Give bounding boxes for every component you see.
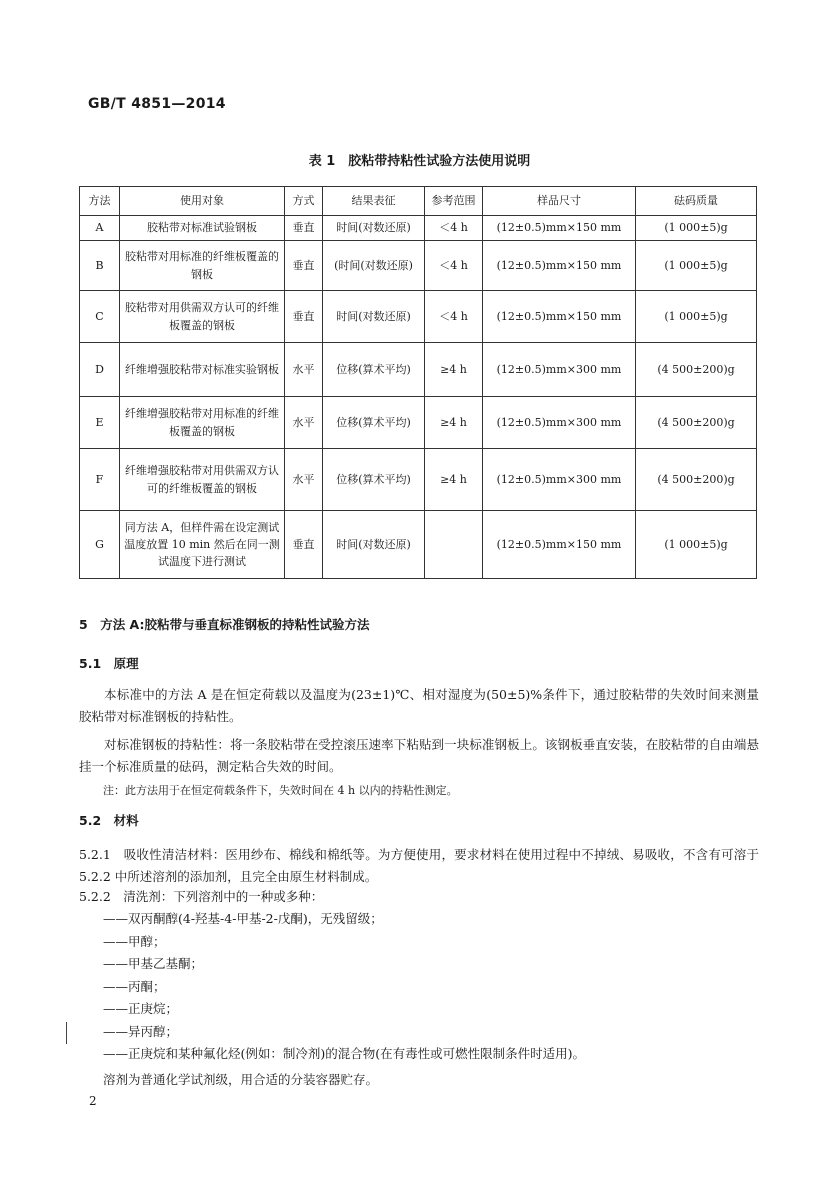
col-header-range: 参考范围 <box>425 187 483 216</box>
cell-size: (12±0.5)mm×150 mm <box>483 511 636 579</box>
list-item: ——正庚烷； <box>103 1001 179 1016</box>
solvent-list <box>103 908 585 1066</box>
cell-usage: 胶粘带对标准试验钢板 <box>120 216 285 241</box>
cell-weight: (4 500±200)g <box>636 343 757 397</box>
table-row <box>80 449 757 511</box>
margin-mark <box>66 1022 67 1044</box>
list-item: ——甲醇； <box>103 933 166 949</box>
cell-method: C <box>80 291 120 343</box>
section-5-title: 5 方法 A:胶粘带与垂直标准钢板的持粘性试验方法 <box>79 617 370 632</box>
table-row <box>80 241 757 291</box>
cell-method: D <box>80 343 120 397</box>
cell-range: ＜4 h <box>425 241 483 291</box>
table-row <box>80 291 757 343</box>
cell-method: G <box>80 511 120 579</box>
col-header-result: 结果表征 <box>323 187 425 216</box>
col-header-method: 方法 <box>80 187 120 216</box>
cell-usage: 纤维增强胶粘带对用供需双方认可的纤维板覆盖的钢板 <box>120 449 285 511</box>
list-item: ——异丙醇； <box>103 1023 179 1039</box>
table-row <box>80 511 757 579</box>
section-5-2-title: 5.2 材料 <box>79 813 139 828</box>
cell-size: (12±0.5)mm×300 mm <box>483 397 636 449</box>
cell-usage: 胶粘带对用供需双方认可的纤维板覆盖的钢板 <box>120 291 285 343</box>
cell-usage: 同方法 A，但样件需在设定测试温度放置 10 min 然后在同一测试温度下进行测试 <box>120 511 285 579</box>
clause-5-2-2: 5.2.2 清洗剂：下列溶剂中的一种或多种： <box>79 889 324 904</box>
col-header-mode: 方式 <box>285 187 323 216</box>
cell-method: F <box>80 449 120 511</box>
cell-weight: (1 000±5)g <box>636 241 757 291</box>
cell-mode: 垂直 <box>285 291 323 343</box>
cell-size: (12±0.5)mm×300 mm <box>483 449 636 511</box>
cell-result: 时间(对数还原) <box>323 291 425 343</box>
cell-result: 位移(算术平均) <box>323 343 425 397</box>
table-header-row <box>80 187 757 216</box>
cell-range: ≥4 h <box>425 343 483 397</box>
cell-size: (12±0.5)mm×150 mm <box>483 216 636 241</box>
cell-range <box>425 511 483 579</box>
cell-mode: 垂直 <box>285 511 323 579</box>
list-item: ——甲基乙基酮； <box>103 956 204 971</box>
cell-range: ＜4 h <box>425 216 483 241</box>
list-item: ——双丙酮醇(4-羟基-4-甲基-2-戊酮)，无残留级； <box>103 911 383 926</box>
cell-mode: 水平 <box>285 449 323 511</box>
cell-weight: (1 000±5)g <box>636 511 757 579</box>
cell-weight: (4 500±200)g <box>636 397 757 449</box>
cell-result: (时间(对数还原) <box>323 241 425 291</box>
cell-weight: (4 500±200)g <box>636 449 757 511</box>
cell-range: ＜4 h <box>425 291 483 343</box>
principle-paragraph-1: 本标准中的方法 A 是在恒定荷载以及温度为(23±1)℃、相对湿度为(50±5)%条件下，通过胶粘带的失效时间来测量胶粘带对标准钢板的持粘性。 <box>79 687 759 724</box>
cell-result: 位移(算术平均) <box>323 397 425 449</box>
cell-usage: 纤维增强胶粘带对标准实验钢板 <box>120 343 285 397</box>
cell-range: ≥4 h <box>425 397 483 449</box>
cell-mode: 垂直 <box>285 241 323 291</box>
list-item: ——丙酮； <box>103 978 166 994</box>
list-item: ——正庚烷和某种氟化烃(例如：制冷剂)的混合物(在有毒性或可燃性限制条件时适用)。 <box>103 1046 586 1061</box>
cell-result: 时间(对数还原) <box>323 511 425 579</box>
principle-note: 注：此方法用于在恒定荷载条件下，失效时间在 4 h 以内的持粘性测定。 <box>103 784 458 797</box>
cell-size: (12±0.5)mm×300 mm <box>483 343 636 397</box>
solvent-storage-note: 溶剂为普通化学试剂级，用合适的分装容器贮存。 <box>103 1072 379 1087</box>
table-title: 表 1 胶粘带持粘性试验方法使用说明 <box>308 154 531 169</box>
principle-paragraph-2: 对标准钢板的持粘性：将一条胶粘带在受控滚压速率下粘贴到一块标准钢板上。该钢板垂直安装，在胶粘带的自由端悬挂一个标准质量的砝码，测定粘合失效的时间。 <box>79 737 759 774</box>
cell-result: 时间(对数还原) <box>323 216 425 241</box>
col-header-usage: 使用对象 <box>120 187 285 216</box>
cell-weight: (1 000±5)g <box>636 216 757 241</box>
cell-usage: 胶粘带对用标准的纤维板覆盖的钢板 <box>120 241 285 291</box>
cell-size: (12±0.5)mm×150 mm <box>483 291 636 343</box>
col-header-weight: 砝码质量 <box>636 187 757 216</box>
cell-mode: 水平 <box>285 397 323 449</box>
cell-range: ≥4 h <box>425 449 483 511</box>
table-row <box>80 397 757 449</box>
method-table <box>79 186 757 579</box>
cell-mode: 水平 <box>285 343 323 397</box>
cell-weight: (1 000±5)g <box>636 291 757 343</box>
table-row <box>80 216 757 241</box>
cell-method: B <box>80 241 120 291</box>
cell-size: (12±0.5)mm×150 mm <box>483 241 636 291</box>
page-number: 2 <box>89 1094 97 1108</box>
cell-result: 位移(算术平均) <box>323 449 425 511</box>
cell-method: E <box>80 397 120 449</box>
table-row <box>80 343 757 397</box>
clause-5-2-1: 5.2.1 吸收性清洁材料：医用纱布、棉线和棉纸等。为方便使用，要求材料在使用过程中不掉绒、易吸收，不含有可溶于 5.2.2 中所述溶剂的添加剂，且完全由原生材料制成。 <box>79 847 759 884</box>
cell-usage: 纤维增强胶粘带对用标准的纤维板覆盖的钢板 <box>120 397 285 449</box>
col-header-size: 样品尺寸 <box>483 187 636 216</box>
section-5-1-title: 5.1 原理 <box>79 656 139 671</box>
standard-code: GB/T 4851—2014 <box>88 96 226 112</box>
cell-method: A <box>80 216 120 241</box>
cell-mode: 垂直 <box>285 216 323 241</box>
